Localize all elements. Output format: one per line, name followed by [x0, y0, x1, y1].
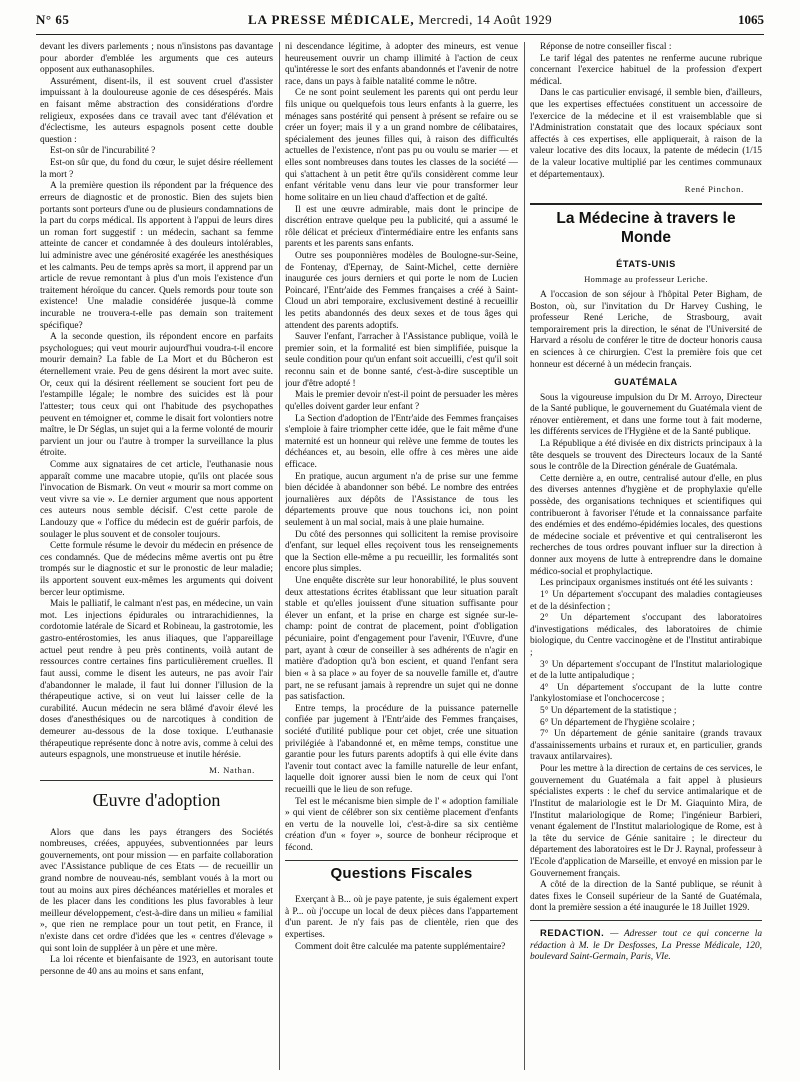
redaction-label: REDACTION.	[540, 926, 605, 938]
column-1	[40, 42, 273, 1072]
paragraph: Ce ne sont point seulement les parents qui ont perdu leur fils unique ou quelquefois tous leurs enfants à la guerre, les ménages sans postérité qui pensent à présent se refaire ou se créer un foyer; mais il y a un grand nombre de célibataires, spécialement des jeunes filles qui, à raison des difficultés actuelles de l'existence, n'ont pas pu ou voulu se marier — et elles sont nombreuses dans toutes les classes de la société — qui s'attachent à un petit être qu'ils considèrent comme leur enfant véritable venu dans leur vie pour transformer leur home solitaire en un lieu chaud d'affection et de gaîté.	[285, 88, 518, 203]
paragraph: La Section d'adoption de l'Entr'aide des Femmes françaises s'emploie à faire triompher cette idée, que le fait même d'une maternité est un honneur qui relève une femme de toutes les déchéances et, au besoin, elle offre à ces mères une aide efficace.	[285, 413, 518, 470]
list-item: 3° Un département s'occupant de l'Institut malariologique et de la lutte antipaludique ;	[530, 659, 762, 682]
paragraph: En pratique, aucun argument n'a de prise sur une femme bien décidée à abandonner son bébé. Le nombre des entrées journalières aux dépôts de l'Assistance de tous les départements prouve que nous touchons ici, non point seulement à un mal social, mais à une plaie humaine.	[285, 471, 518, 528]
paragraph: Il est une œuvre admirable, mais dont le principe de discrétion entrave quelque peu la publicité, qui a assumé le rôle délicat et précieux d'intermédiaire entre les enfants sans parents et les parents sans enfants.	[285, 204, 518, 250]
section-title: La Médecine à travers le Monde	[556, 209, 736, 247]
paragraph: Outre ses pouponnières modèles de Boulogne-sur-Seine, de Fontenay, d'Epernay, de Saint-Michel, cette dernière inaugurée ces jours derniers et qui porte le nom de Lucien Poincaré, l'Entr'aide des Femmes françaises a créé à Saint-Cloud un abri temporaire, exclusivement destiné à recueillir les petits abandonnés des deux sexes et de tous âges qui attendent des parents adoptifs.	[285, 250, 518, 331]
paragraph: A côté de la direction de la Santé publique, se réunit à dates fixes le Conseil supérieur de la Santé de Guatémala, dont la première session a été inaugurée le 18 Juillet 1929.	[530, 880, 762, 914]
page-header	[36, 12, 764, 36]
redaction-text: — Adresser tout ce qui concerne la rédaction à M. le Dr Desfosses, La Presse Médicale, 120, boulevard Saint-Germain, Paris, VIe.	[530, 928, 762, 963]
paragraph: Sauver l'enfant, l'arracher à l'Assistance publique, voilà le premier soin, et la formalité est bien simplifiée, puisque la seule condition pour qu'un enfant soit accueilli, c'est qu'il soit reconnu sain et de bonne santé, c'est-à-dire susceptible un jour d'être adopté !	[285, 332, 518, 389]
adoption-article-continued	[285, 42, 518, 855]
paragraph: Pour les mettre à la direction de certains de ces services, le gouvernement du Guatémala a fait appel à plusieurs spécialistes experts : le chef du service antimalarique et de l'Institut de malariologie est le Dr M. Giaquinto Mira, de l'Institut malariologique de Rome; l'ingénieur Barbieri, venant également de l'Institut malariologique de Rome, est à la tête du service de Génie sanitaire ; le directeur du département des laboratoires est le Dr J. Raynal, professeur à l'Ecole d'application de Marseille, et envoyé en mission par le Gouvernement français.	[530, 764, 762, 879]
paragraph: Mais le palliatif, le calmant n'est pas, en médecine, un vain mot. Les injections épidurales ou intrarachidiennes, la cordotomie latérale de Sicard et Robineau, la gastrotomie, les gastro-entérostomies, les anus iliaques, que l'appareillage actuel peut rendre à peu près continents, voilà autant de ressources contre certaines fins particulièrement cruelles. Il faut aussi, comme le disent les auteurs, ne pas avoir l'air d'abandonner le malade, il faut lui donner l'illusion de la thérapeutique active, si on veut lui laisser celle de la curabilité. Aucun médecin ne sera blâmé d'avoir élevé les doses d'anesthésiques ou de narcotiques à condition de demeurer au-dessous de la dose toxique. L'euthanasie thérapeutique représente donc à notre avis, comme à celui des auteurs espagnols, une monstrueuse et inutile hérésie.	[40, 599, 273, 761]
section-rule	[530, 203, 762, 205]
author-signature: René Pinchon.	[684, 184, 744, 195]
section-rule	[530, 920, 762, 921]
fiscal-question	[285, 895, 518, 953]
column-divider	[279, 42, 280, 1070]
paragraph: devant les divers parlements ; nous n'insistons pas davantage pour aborder d'emblée les arguments que ces auteurs opposent aux euthanasophiles.	[40, 42, 273, 76]
country-heading: ÉTATS-UNIS	[616, 259, 676, 270]
paragraph: A la seconde question, ils répondent encore en parfaits psychologues; qui veut mourir aujourd'hui voudra-t-il encore mourir demain? La fable de La Mort et du Bûcheron est éternellement vraie. Peu de gens désirent la mort avec suite. Or, ceux qui la désirent réellement se soucient fort peu de l'estampille légale; le nombre des suicides est là pour l'attester; tous ceux qui ont l'habitude des psychopathes peuvent en témoigner et, comme le disait fort volontiers notre maître, le Dr Séglas, un sujet qui a la ferme volonté de mourir parvient un jour ou l'autre à tromper la surveillance la plus étroite.	[40, 332, 273, 459]
news-subheading: Hommage au professeur Leriche.	[584, 274, 708, 284]
paragraph: Exerçant à B... où je paye patente, je suis également expert à P... où j'occupe un local de deux pièces dans l'appartement d'un parent. Je n'y fais pas de clientèle, rien que des expertises.	[285, 895, 518, 940]
issue-number: N° 65	[36, 12, 70, 27]
paragraph: Cette formule résume le devoir du médecin en présence de ces condamnés. Que de médecins même avertis ont pu être trompés sur le diagnostic et sur le pronostic de leur maladie; ils apportent souvent eux-mêmes les arguments qui doivent bercer leur optimisme.	[40, 541, 273, 598]
paragraph: Comme aux signataires de cet article, l'euthanasie nous apparaît comme une macabre utopie, qu'ils ont placée sous l'invocation de Bismark. On veut « mourir sa mort comme on veut vivre sa vie ». Le dernier argument que nous apportent ces auteurs nous semble décisif. C'est cette parole de Landouzy que « l'office du médecin est de guérir parfois, de soulager le plus souvent et de consoler toujours.	[40, 459, 273, 540]
paragraph: Dans le cas particulier envisagé, il semble bien, d'ailleurs, que les expertises effectuées constituent un accessoire de l'exercice de la médecine et il est vraisemblable que si l'Administration constatait que des locaux spéciaux sont affectés à ces expertises, elle appliquerait, à raison de la valeur locative des dits locaux, la patente de médecin (1/15 de la valeur locative multiplié par les centimes communaux et départementaux).	[530, 88, 762, 180]
paragraph: Tel est le mécanisme bien simple de l' « adoption familiale » qui vient de célébrer son six centième placement d'enfants en vertu de la nouvelle loi, c'est-à-dire sa six centième création d'un « foyer », source de bonheur réciproque et fécond.	[285, 796, 518, 854]
guatemala-news	[530, 393, 762, 915]
paragraph: ni descendance légitime, à adopter des mineurs, est venue heureusement ouvrir un champ illimité à l'action de ceux qu'intéresse le sort des enfants abandonnés et l'avenir de notre race, dans un pays à faible natalité comme le nôtre.	[285, 42, 518, 87]
issue-date: Mercredi, 14 Août 1929	[418, 12, 553, 27]
paragraph: Réponse de notre conseiller fiscal :	[540, 42, 672, 52]
paragraph: A la première question ils répondent par la fréquence des erreurs de diagnostic et de pronostic. Bien des sujets bien portants sont porteurs d'une ou de plusieurs condamnations de la part du corps médical. Ils apportent à l'appui de leurs dires un roman fort suggestif : un médecin, sachant sa femme atteinte de cancer et condamnée à des douleurs intolérables, lui administre avec une générosité exagérée les anesthésiques et les calmants. Peu de temps après sa mort, il apprend par un article de revue remontant à plus d'un mois l'existence d'un traitement héroïque du cancer. Quels remords pour toute son existence! Une maladie considérée jusque-là comme incurable ne trouvera-t-elle pas demain son traitement spécifique?	[40, 181, 273, 331]
paragraph: Sous la vigoureuse impulsion du Dr M. Arroyo, Directeur de la Santé publique, le gouvernement du Guatémala vient de rénover entièrement, et dans une forme tout à fait moderne, les différents services de l'Hygiène et de la Santé publique.	[530, 392, 762, 438]
page-number: 1065	[738, 12, 764, 27]
paragraph: Entre temps, la procédure de la puissance paternelle confiée par jugement à l'Entr'aide des Femmes françaises, société d'utilité publique pour cet objet, crée une situation privilégiée à l'abandonné et, en même temps, constitue une garantie pour les futurs parents adoptifs à qui elle évite dans l'avenir tout contact avec la famille naturelle de leur enfant, laquelle doit ignorer aussi bien le nom de ceux qui l'ont recueilli que le lieu de son refuge.	[285, 703, 518, 795]
list-item: 4° Un département s'occupant de la lutte contre l'ankylostomiase et l'onchocercose ;	[530, 682, 762, 705]
list-item: 5° Un département de la statistique ;	[540, 706, 677, 717]
list-item: 2° Un département s'occupant des laboratoires d'investigations médicales, des laboratoires de chimie biologique, du Centre vaccinogène et de l'Institut antirabique ;	[530, 613, 762, 658]
paragraph: Comment doit être calculée ma patente supplémentaire?	[295, 941, 506, 952]
journal-name: LA PRESSE MÉDICALE,	[247, 12, 415, 27]
author-signature: M. Nathan.	[209, 764, 255, 775]
paragraph: Les principaux organismes institués ont été les suivants :	[540, 578, 753, 589]
section-rule	[285, 860, 518, 861]
adoption-article	[40, 828, 273, 979]
paragraph: Du côté des personnes qui sollicitent la remise provisoire d'enfant, sur lequel elles reçoivent tous les renseignements que la Section elle-même a pu recueillir, les formalités sont encore plus simples.	[285, 529, 518, 575]
paragraph: Mais le premier devoir n'est-il point de persuader les mères qu'elles doivent garder leur enfant ?	[285, 390, 518, 412]
paragraph: Est-on sûr que, du fond du cœur, le sujet désire réellement la mort ?	[40, 158, 273, 180]
paragraph: Cette dernière a, en outre, centralisé autour d'elle, en plus des diverses antennes d'hygiène et de prophylaxie qu'elle possède, des organisations techniques et scientifiques qui contribueront à favoriser l'étude et la connaissance parfaite des endémies et des endémo-épidémies locales, des questions de médecine sociale et préventive et qui centraliseront les recherches de tous ordres pouvant influer sur la direction à donner aux moyens de lutte à entreprendre dans le domaine médico-social et prophylactique.	[530, 473, 762, 577]
section-rule	[40, 780, 273, 781]
paragraph: Est-on sûr de l'incurabilité ?	[50, 146, 156, 157]
paragraph: Le tarif légal des patentes ne renferme aucune rubrique concernant l'exercice habituel de la profession d'expert médical.	[530, 53, 762, 87]
list-item: 7° Un département de génie sanitaire (grands travaux d'assainissements urbains et ruraux et, en particulier, grands travaux antilarvaires).	[530, 729, 762, 763]
paragraph: Une enquête discrète sur leur honorabilité, le plus souvent deux attestations écrites établissant que leur situation paraît stable et qu'elles jouissent d'une situation suffisante pour élever un enfant, et la prise en charge est signée sur-le-champ: point de contrat de placement, point d'obligation pécuniaire, point d'engagement pour l'avenir, l'Œuvre, d'une part, ayant à cœur de conseiller à ses adhérents de n'agir en matière d'adoption qu'à bon escient, et quand l'enfant sera bien « à sa place » au foyer de sa nouvelle famille et, d'autre part, ne se refusant jamais à reprendre un sujet qui ne donne pas satisfaction.	[285, 576, 518, 703]
header-rule	[36, 34, 764, 35]
paragraph: La loi récente et bienfaisante de 1923, en autorisant toute personne de 40 ans au moins et sans enfant,	[40, 955, 273, 977]
section-title: Œuvre d'adoption	[92, 790, 221, 811]
fiscal-answer	[530, 42, 762, 195]
country-heading: GUATÉMALA	[614, 377, 678, 388]
list-item: 1° Un département s'occupant des maladies contagieuses et de la désinfection ;	[530, 589, 762, 612]
journal-title	[36, 12, 764, 28]
redaction-notice	[530, 927, 762, 964]
column-divider	[524, 42, 525, 1070]
paragraph: La République a été divisée en dix districts principaux à la tête desquels se trouvent des Directeurs locaux de la Santé sous le contrôle de la Direction générale de Guatémala.	[530, 439, 762, 473]
euthanasia-article	[40, 42, 273, 775]
paragraph: A l'occasion de son séjour à l'hôpital Peter Bigham, de Boston, où, sur l'invitation du Dr Harvey Cushing, le professeur René Leriche, de Strasbourg, avait temporairement pris la direction, le sénat de l'Université de Harvard a résolu de conférer le titre de docteur honoris causa en sciences à ce chirurgien. C'est la première fois que cet honneur est décerné à un médecin français.	[530, 289, 762, 370]
column-2	[285, 42, 518, 1072]
section-title: Questions Fiscales	[330, 864, 473, 882]
list-item: 6° Un département de l'hygiène scolaire ;	[540, 717, 695, 728]
paragraph: Assurément, disent-ils, il est souvent cruel d'assister impuissant à la douloureuse agonie de ces désespérés. Mais en faisant même abstraction des considérations d'ordre religieux, exposées dans ce travail avec tant d'élévation et d'éclectisme, les auteurs espagnols posent cette double question :	[40, 76, 273, 145]
column-3	[530, 42, 762, 1072]
paragraph: Alors que dans les pays étrangers des Sociétés nombreuses, créées, appuyées, subventionnées par leurs gouvernements, ont pour mission — en parfaite collaboration avec l'Assistance publique de ces Etats — de recueillir un grand nombre de nouveau-nés, semblant voués à la mort ou tout au moins aux pires déchéances matérielles et morales et de les placer dans les conditions les plus favorables à leur meilleur développement, c'est-à-dire dans un milieu « familial », que rien ne remplace pour un tout petit, en France, il n'existe dans cet ordre d'idées que les « centres d'élevage » qui sont loin de suppléer à un père et une mère.	[40, 827, 273, 954]
